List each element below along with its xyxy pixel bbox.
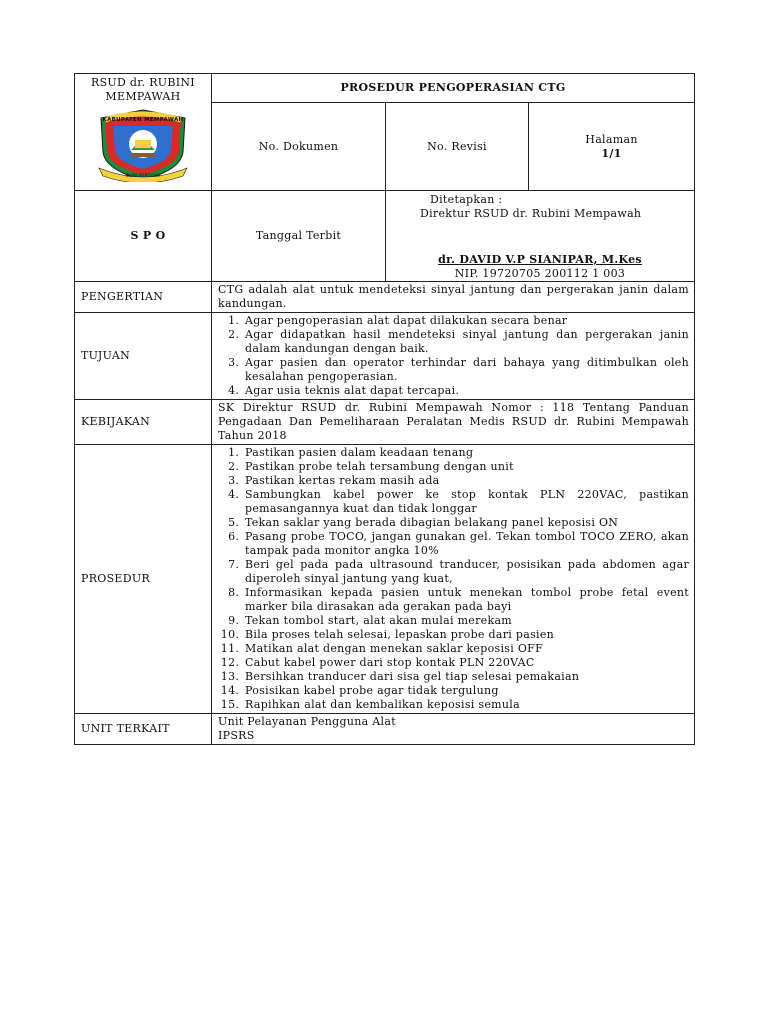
list-item: 10. Bila proses telah selesai, lepaskan probe dari pasien (243, 628, 689, 642)
hospital-logo-icon (95, 108, 191, 182)
list-item: 8. Informasikan kepada pasien untuk menekan tombol probe fetal event marker bila dirasakan ada gerakan pada bayi (243, 586, 689, 614)
hospital-cell (75, 74, 212, 191)
list-item: Unit Pelayanan Pengguna Alat (218, 715, 396, 728)
hospital-name: RSUD dr. RUBINI MEMPAWAH (91, 76, 195, 103)
list-item: 7. Beri gel pada pada ultrasound tranducer, posisikan pada abdomen agar diperoleh sinyal jantung yang kuat, (243, 558, 689, 586)
kebijakan-label: KEBIJAKAN (75, 400, 212, 445)
list-item: 4. Agar usia teknis alat dapat tercapai. (243, 384, 689, 398)
list-item: 13. Bersihkan tranducer dari sisa gel tiap selesai pemakaian (243, 670, 689, 684)
unit-terkait-content (212, 714, 695, 745)
list-item: 2. Agar didapatkan hasil mendeteksi sinyal jantung dan pergerakan janin dalam kandungan dengan baik. (243, 328, 689, 356)
list-item: 12. Cabut kabel power dari stop kontak PLN 220VAC (243, 656, 689, 670)
list-item: 14. Posisikan kabel probe agar tidak tergulung (243, 684, 689, 698)
approval-cell (386, 191, 695, 282)
prosedur-label: PROSEDUR (75, 445, 212, 714)
list-item: 9. Tekan tombol start, alat akan mulai merekam (243, 614, 689, 628)
page-cell (529, 103, 695, 191)
pengertian-label: PENGERTIAN (75, 282, 212, 313)
list-item: 6. Pasang probe TOCO, jangan gunakan gel. Tekan tombol TOCO ZERO, akan tampak pada monitor angka 10% (243, 530, 689, 558)
list-item: IPSRS (218, 729, 255, 742)
issue-date-label: Tanggal Terbit (212, 191, 386, 282)
set-by-label: Ditetapkan : (430, 193, 503, 206)
list-item: 1. Agar pengoperasian alat dapat dilakukan secara benar (243, 314, 689, 328)
spo-label: S P O (75, 191, 212, 282)
tujuan-label: TUJUAN (75, 313, 212, 400)
revision-label: No. Revisi (386, 103, 529, 191)
logo-text: KABUPATEN MEMPAWAH (102, 117, 184, 123)
signer-nip: NIP. 19720705 200112 1 003 (454, 267, 626, 280)
list-item: 11. Matikan alat dengan menekan saklar keposisi OFF (243, 642, 689, 656)
list-item: 1. Pastikan pasien dalam keadaan tenang (243, 446, 689, 460)
unit-terkait-label: UNIT TERKAIT (75, 714, 212, 745)
list-item: 2. Pastikan probe telah tersambung dengan unit (243, 460, 689, 474)
logo-motto: BUMI BERTUAH (125, 173, 161, 178)
list-item: 15. Rapihkan alat dan kembalikan keposisi semula (243, 698, 689, 712)
signer-name: dr. DAVID V.P SIANIPAR, M.Kes (438, 253, 642, 266)
tujuan-content (212, 313, 695, 400)
director-title: Direktur RSUD dr. Rubini Mempawah (420, 207, 642, 220)
list-item: 3. Agar pasien dan operator terhindar dari bahaya yang ditimbulkan oleh kesalahan pengoperasian. (243, 356, 689, 384)
kebijakan-text: SK Direktur RSUD dr. Rubini Mempawah Nomor : 118 Tentang Panduan Pengadaan Dan Pemeliharaan Peralatan Medis RSUD dr. Rubini Mempawah Tahun 2018 (212, 400, 695, 445)
page-label: Halaman (585, 132, 638, 146)
prosedur-content (212, 445, 695, 714)
spo-document-table (74, 73, 695, 745)
list-item: 3. Pastikan kertas rekam masih ada (243, 474, 689, 488)
pengertian-text: CTG adalah alat untuk mendeteksi sinyal jantung dan pergerakan janin dalam kandungan. (212, 282, 695, 313)
document-title: PROSEDUR PENGOPERASIAN CTG (212, 74, 695, 103)
page-value: 1/1 (601, 146, 622, 160)
list-item: 5. Tekan saklar yang berada dibagian belakang panel keposisi ON (243, 516, 689, 530)
doc-number-label: No. Dokumen (212, 103, 386, 191)
list-item: 4. Sambungkan kabel power ke stop kontak PLN 220VAC, pastikan pemasangannya kuat dan tidak longgar (243, 488, 689, 516)
